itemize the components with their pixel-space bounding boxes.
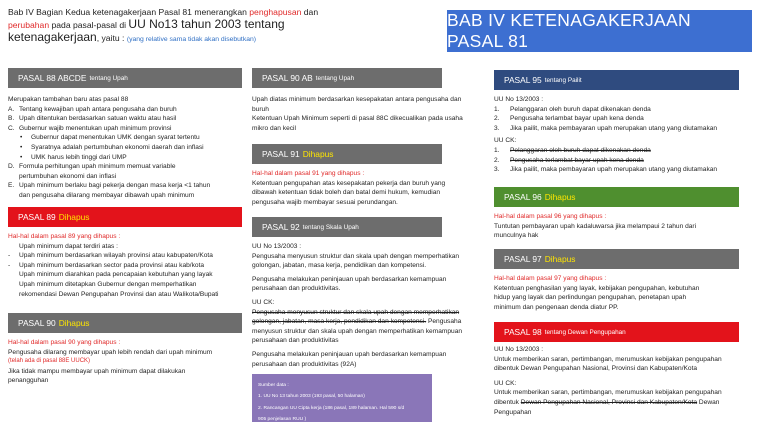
list-marker: • [20,134,23,142]
text-line: menyusun struktur dan skala upah dengan memperhatikan kemampuan [252,327,463,335]
intro-big1: UU No13 tahun 2003 tentang [128,17,285,31]
list-item [494,124,756,134]
pasal-90-label: PASAL 90 [18,318,56,328]
list-text: Pelanggaran oleh buruh dapat dikenakan denda [510,146,651,154]
intro-part2: dan [301,7,319,17]
pasal-92-label: PASAL 92 [262,222,300,232]
pasal-92-small: tentang Skala Upah [302,223,359,231]
list-marker: - [8,252,11,260]
pasal-96-body [494,212,756,241]
pasal-98-b3: Pengupahan [494,408,532,416]
pasal-95-small: tentang Pailit [544,76,582,84]
pasal-90ab-body [252,95,467,133]
pasal-98-b2c: Dewan [697,398,720,406]
list-item [494,146,756,156]
list-item [8,172,248,182]
list-text: Upah minimum berlaku bagi pekerja dengan masa kerja <1 tahun [19,182,211,190]
intro-part4: , yaitu : [96,33,127,43]
list-text: Upah minimum dapat terdiri atas : [19,242,118,250]
list-marker: D. [8,163,15,171]
pasal-95-header [494,70,739,90]
text-line: Upah diatas minimum berdasarkan kesepakatan antara pengusaha dan [252,96,462,103]
list-item [8,114,248,124]
text-line: minimum dan pengenaan denda diatur PP. [494,303,619,311]
list-text: Tentang kewajiban upah antara pengusaha dan buruh [19,105,177,113]
list-marker: E. [8,182,15,190]
pasal-88-body [8,95,248,201]
text-line: perusahaan dan produktivitas [252,337,339,345]
intro-text [8,6,338,46]
text-line: Ketentuan penghasilan yang layak, kebijakan pengupahan, kebutuhan [494,284,700,292]
list-text: Syaratnya adalah pertumbuhan ekonomi daerah dan inflasi [31,143,204,151]
list-marker: 3. [494,166,500,174]
list-item [8,105,248,115]
list-marker [8,191,19,201]
list-item [494,165,756,175]
text-line: perusahaan dan produktivitas (92A) [252,360,357,368]
pasal-88-intro: Merupakan tambahan baru atas pasal 88 [8,96,129,103]
list-text: Gubernur wajib menentukan upah minimum provinsi [19,124,172,132]
pasal-90ab-small: tentang Upah [315,74,355,82]
pasal-96-red: Hal-hal dalam pasal 96 yang dihapus : [494,213,607,220]
list-text: UMK harus lebih tinggi dari UMP [31,153,127,161]
text-line: hidup yang layak dan perlindungan pengupahan, penetapan upah [494,294,687,302]
pasal-98-small: tentang Dewan Pengupahan [544,328,626,336]
pasal-96-header [494,187,739,207]
text-line: Pengusaha melakukan peninjauan upah berdasarkan kemampuan [252,350,447,358]
list-item [494,105,756,115]
pasal-90-red: Hal-hal dalam pasal 90 yang dihapus : [8,339,121,346]
intro-big2: ketenagakerjaan [8,30,97,44]
intro-red1: penghapusan [249,7,302,17]
pasal-97-label: PASAL 97 [504,254,542,264]
text-line: Ketentuan pengupahan atas kesepakatan pekerja dan buruh yang [252,179,446,187]
pasal-98-body [494,345,756,417]
list-marker: B. [8,115,15,123]
list-text: Gubernur dapat menentukan UMK dengan syarat tertentu [31,134,200,142]
list-marker: A. [8,105,15,113]
pasal-92-body [252,242,474,369]
pasal-92-strike2: golongan, jabatan, masa kerja, pendidikan dan kompetensi. [252,318,427,326]
pasal-95-body [494,95,756,175]
list-marker: 1. [494,146,500,154]
list-item [8,270,253,280]
pasal-98-header [494,322,739,342]
pasal-95-label: PASAL 95 [504,75,542,85]
intro-red2: perubahan [8,20,50,30]
pasal-91-header [252,144,442,164]
pasal-88-label: PASAL 88 ABCDE [18,73,87,83]
list-text: dan pengusaha dilarang membayar dibawah upah minimum [19,191,195,199]
pasal-98-b2s: Dewan Pengupahan Nasional, Provinsi dan Kabupaten/Kota [520,398,698,406]
pasal-91-red: Hal-hal dalam pasal 91 yang dihapus : [252,170,365,177]
list-text: Upah minimum diarahkan pada pencapaian kebutuhan yang layak [19,271,213,279]
list-item [494,114,756,124]
list-item [8,133,248,143]
list-item [8,143,248,153]
list-marker: • [20,153,23,161]
text-line: Pengusaha melakukan peninjauan upah berdasarkan kemampuan [252,275,447,283]
list-text: Upah minimum berdasarkan wilayah provinsi atau kabupaten/Kota [19,252,213,260]
pasal-97-status: Dihapus [544,254,576,264]
pasal-96-status: Dihapus [544,192,576,202]
list-text: Jika pailit, maka pembayaran upah merupakan utang yang diutamakan [510,124,718,132]
pasal-89-red: Hal-hal dalam pasal 89 yang dihapus : [8,233,121,240]
list-marker [8,242,19,252]
list-marker [8,270,19,280]
list-marker [8,280,19,290]
list-marker [8,290,19,300]
pasal-90-status: Dihapus [58,318,90,328]
pasal-95-h1: UU No 13/2003 : [494,96,544,103]
list-item [8,124,248,134]
list-marker: 2. [494,156,500,164]
list-text: Upah ditentukan berdasarkan satuan waktu atau hasil [19,115,177,123]
text-line: 1. UU No 13 tahun 2003 (193 pasal, 50 halaman) [258,394,365,400]
text-line: pengusaha wajib membayar sesuai perundangan. [252,198,398,206]
pasal-91-status: Dihapus [302,149,334,159]
pasal-92-strike1: Pengusaha menyusun struktur dan skala upah dengan memperhatikan [252,308,460,316]
text-line: mikro dan kecil [252,124,296,132]
list-item [494,156,756,166]
pasal-90ab-label: PASAL 90 AB [262,73,313,83]
pasal-89-status: Dihapus [58,212,90,222]
source-note [252,374,432,434]
list-marker: • [20,143,23,151]
pasal-98-h1: UU No 13/2003 : [494,346,544,353]
list-text: Upah minimum berdasarkan sector pada provinsi atau kab/kota [19,261,205,269]
pasal-92-strike2b: Pengusaha [426,318,462,326]
pasal-88-small: tentang Upah [89,74,128,82]
text-line: disiapkan oleh www.afconp.co.id [258,428,329,434]
page-title: BAB IV KETENAGAKERJAAN PASAL 81 [447,10,752,52]
list-marker: 3. [494,124,500,132]
pasal-88-header [8,68,242,88]
text-line: Pengusaha menyusun struktur dan skala upah dengan memperhatikan [252,252,460,260]
pasal-90-body [8,338,253,386]
pasal-89-header [8,207,242,227]
pasal-90-line2: (telah ada di pasal 88E UUCK) [8,358,91,365]
pasal-91-body [252,169,467,207]
list-text: Pengusaha terlambat bayar upah kena denda [510,156,644,164]
text-line: 2. Rancangan UU Cipta kerja (186 pasal, 189 halaman. Hal 590 s/d [258,405,405,411]
pasal-98-b1: Untuk memberikan saran, pertimbangan, merumuskan kebijakan pengupahan [494,389,722,397]
list-item [8,191,248,201]
pasal-98-label: PASAL 98 [504,327,542,337]
pasal-90-line3: Jika tidak mampu membayar upah minimum dapat dilakukan [8,367,186,375]
list-item [8,162,248,172]
pasal-97-header [494,249,739,269]
list-marker: C. [8,124,15,132]
list-text: Jika pailit, maka pembayaran upah merupakan utang yang diutamakan [510,166,718,174]
text-line: buruh [252,105,269,113]
list-item [8,181,248,191]
list-text: Formula perhitungan upah minimum memuat variable [19,163,176,171]
intro-part3: pada pasal-pasal di [49,20,129,30]
text-line: Sumber data : [258,382,289,388]
pasal-92-h1: UU No 13/2003 : [252,243,302,250]
pasal-98-b2a: dibentuk [494,398,521,406]
pasal-92-header [252,217,442,237]
list-item [8,153,248,163]
text-line: dibentuk Dewan Pengupahan Nasional, Provinsi dan Kabupaten/Kota [494,365,698,373]
pasal-95-h2: UU CK: [494,137,517,145]
list-item [8,290,253,300]
list-item [8,251,253,261]
text-line: Tuntutan pembayaran upah kadaluwarsa jika melampaui 2 tahun dari [494,222,697,230]
text-line: perusahaan dan produktivitas. [252,285,341,293]
pasal-89-body [8,232,253,299]
pasal-90-line1: Pengusaha dilarang membayar upah lebih rendah dari upah minimum [8,348,213,356]
list-marker: 2. [494,115,500,123]
text-line: dibawah ketentuan tidak boleh dan batal demi hukum, kemudian [252,189,441,197]
list-marker: 1. [494,105,500,113]
list-item [8,280,253,290]
pasal-89-label: PASAL 89 [18,212,56,222]
list-marker: - [8,261,11,269]
text-line: Untuk memberikan saran, pertimbangan, merumuskan kebijakan pengupahan [494,355,722,363]
pasal-91-label: PASAL 91 [262,149,300,159]
text-line: Ketentuan Upah Minimum seperti di pasal 88C dikecualikan pada usaha [252,115,463,123]
text-line: 905 penjelasan RUU ) [258,417,307,423]
pasal-92-h2: UU CK: [252,298,275,306]
list-text: Pengusaha terlambat bayar upah kena denda [510,115,644,123]
pasal-90-line4: penangguhan [8,377,49,385]
list-marker [8,172,19,182]
pasal-90-header [8,313,242,333]
text-line: golongan, jabatan, masa kerja, pendidikan dan kompetensi. [252,262,427,270]
list-item [8,242,253,252]
list-text: Upah minimum ditetapkan Gubernur dengan memperhatikan [19,280,197,288]
pasal-97-body [494,274,756,312]
list-text: pertumbuhan ekonomi dan inflasi [19,172,117,180]
pasal-96-label: PASAL 96 [504,192,542,202]
intro-blue: (yang relative sama tidak akan disebutkan) [126,36,257,43]
pasal-98-h2: UU CK: [494,379,517,387]
list-text: rekomendasi Dewan Pengupahan Provinsi dan atau Walikota/Bupati [19,290,219,298]
list-item [8,261,253,271]
text-line: munculnya hak [494,232,539,240]
pasal-90ab-header [252,68,442,88]
list-text: Pelanggaran oleh buruh dapat dikenakan denda [510,105,651,113]
pasal-97-red: Hal-hal dalam pasal 97 yang dihapus : [494,275,607,282]
intro-part1: Bab IV Bagian Kedua ketenagakerjaan Pasal 81 menerangkan [8,7,250,17]
